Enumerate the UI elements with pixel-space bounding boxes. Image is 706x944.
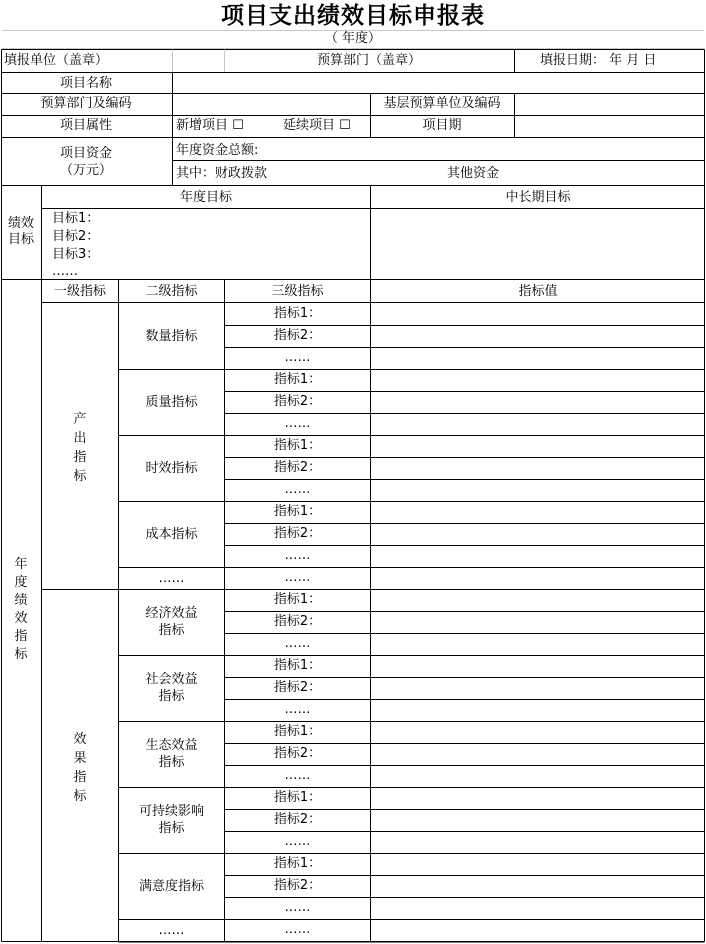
indicator-group-name: …… (158, 923, 185, 938)
col-header-value: 指标值 (518, 284, 558, 299)
header-dept: 预算部门（盖章） (316, 53, 421, 68)
header-date: 填报日期： 年 月 日 (540, 53, 657, 68)
indicator-group-name: 数量指标 (145, 329, 198, 344)
label-other-funds: 其他资金 (447, 166, 500, 181)
indicator-group-name: 生态效益 (145, 738, 198, 753)
goal-2: 目标2： (52, 229, 100, 244)
label-grassroots-unit-code: 基层预算单位及编码 (383, 96, 501, 111)
header-unit: 填报单位（盖章） (4, 53, 109, 68)
indicator-item: 指标2： (273, 328, 322, 343)
checkbox-continue-project[interactable]: 延续项目 ☐ (283, 118, 351, 133)
indicator-group-name: 指标 (158, 689, 185, 704)
label-funds-unit: （万元） (59, 163, 112, 178)
indicator-item: 指标1： (273, 658, 322, 673)
indicator-group-name: 满意度指标 (138, 879, 204, 894)
indicator-group-name: 时效指标 (145, 461, 198, 476)
indicator-item: 指标1： (273, 372, 322, 387)
indicator-item: 指标2： (273, 614, 322, 629)
indicator-item: …… (284, 350, 311, 365)
indicator-item: 指标1： (273, 306, 322, 321)
goal-more: …… (52, 264, 78, 279)
indicator-item: …… (284, 636, 311, 651)
label-project-period: 项目期 (422, 118, 462, 133)
indicator-group-name: 指标 (158, 755, 185, 770)
label-annual-perf-indicators: 年度绩效指标 (14, 557, 28, 662)
indicator-item: …… (284, 570, 311, 585)
indicator-item: 指标1： (273, 724, 322, 739)
indicator-item: 指标2： (273, 746, 322, 761)
indicator-group-name: 经济效益 (145, 606, 198, 621)
indicator-item: 指标1： (273, 504, 322, 519)
indicator-group-name: 可持续影响 (138, 804, 204, 819)
indicator-item: 指标1： (273, 438, 322, 453)
indicator-item: …… (284, 768, 311, 783)
goal-3: 目标3： (52, 247, 100, 262)
indicator-item: 指标1： (273, 856, 322, 871)
col-header-lvl3: 三级指标 (271, 284, 324, 299)
form-title: 项目支出绩效目标申报表 (221, 2, 485, 29)
label-funds: 项目资金 (59, 146, 112, 161)
indicator-item: 指标1： (273, 592, 322, 607)
col-header-lvl1: 一级指标 (53, 284, 106, 299)
label-project-attr: 项目属性 (59, 118, 112, 133)
indicator-item: …… (284, 834, 311, 849)
label-perf-goal: 绩效目标 (7, 216, 34, 247)
indicator-item: …… (284, 922, 311, 937)
label-project-name: 项目名称 (59, 76, 112, 91)
indicator-item: 指标2： (273, 394, 322, 409)
indicator-group-name: …… (158, 571, 185, 586)
indicator-item: 指标2： (273, 460, 322, 475)
label-budget-dept-code: 预算部门及编码 (40, 96, 132, 111)
label-annual-total: 年度资金总额: (176, 143, 259, 158)
label-annual-goal: 年度目标 (179, 190, 232, 205)
indicator-item: …… (284, 482, 311, 497)
label-fiscal-funds: 其中：财政拨款 (176, 166, 268, 181)
indicator-item: 指标1： (273, 790, 322, 805)
label-effect-indicators: 效果指标 (73, 732, 87, 804)
indicator-item: …… (284, 702, 311, 717)
indicator-item: …… (284, 548, 311, 563)
col-header-lvl2: 二级指标 (145, 284, 198, 299)
indicator-item: 指标2： (273, 680, 322, 695)
indicator-item: …… (284, 900, 311, 915)
year-hint: （ 年度） (324, 31, 382, 46)
indicator-group-name: 成本指标 (145, 527, 198, 542)
label-output-indicators: 产出指标 (73, 412, 87, 484)
goal-1: 目标1： (52, 211, 100, 226)
indicator-item: …… (284, 416, 311, 431)
indicator-group-name: 质量指标 (145, 395, 198, 410)
indicator-group-name: 指标 (158, 821, 185, 836)
indicator-group-name: 指标 (158, 623, 185, 638)
indicator-item: 指标2： (273, 812, 322, 827)
indicator-group-name: 社会效益 (145, 672, 198, 687)
indicator-item: 指标2： (273, 526, 322, 541)
indicator-item: 指标2： (273, 878, 322, 893)
checkbox-new-project[interactable]: 新增项目 ☐ (176, 118, 244, 133)
label-mid-long-goal: 中长期目标 (505, 190, 571, 205)
